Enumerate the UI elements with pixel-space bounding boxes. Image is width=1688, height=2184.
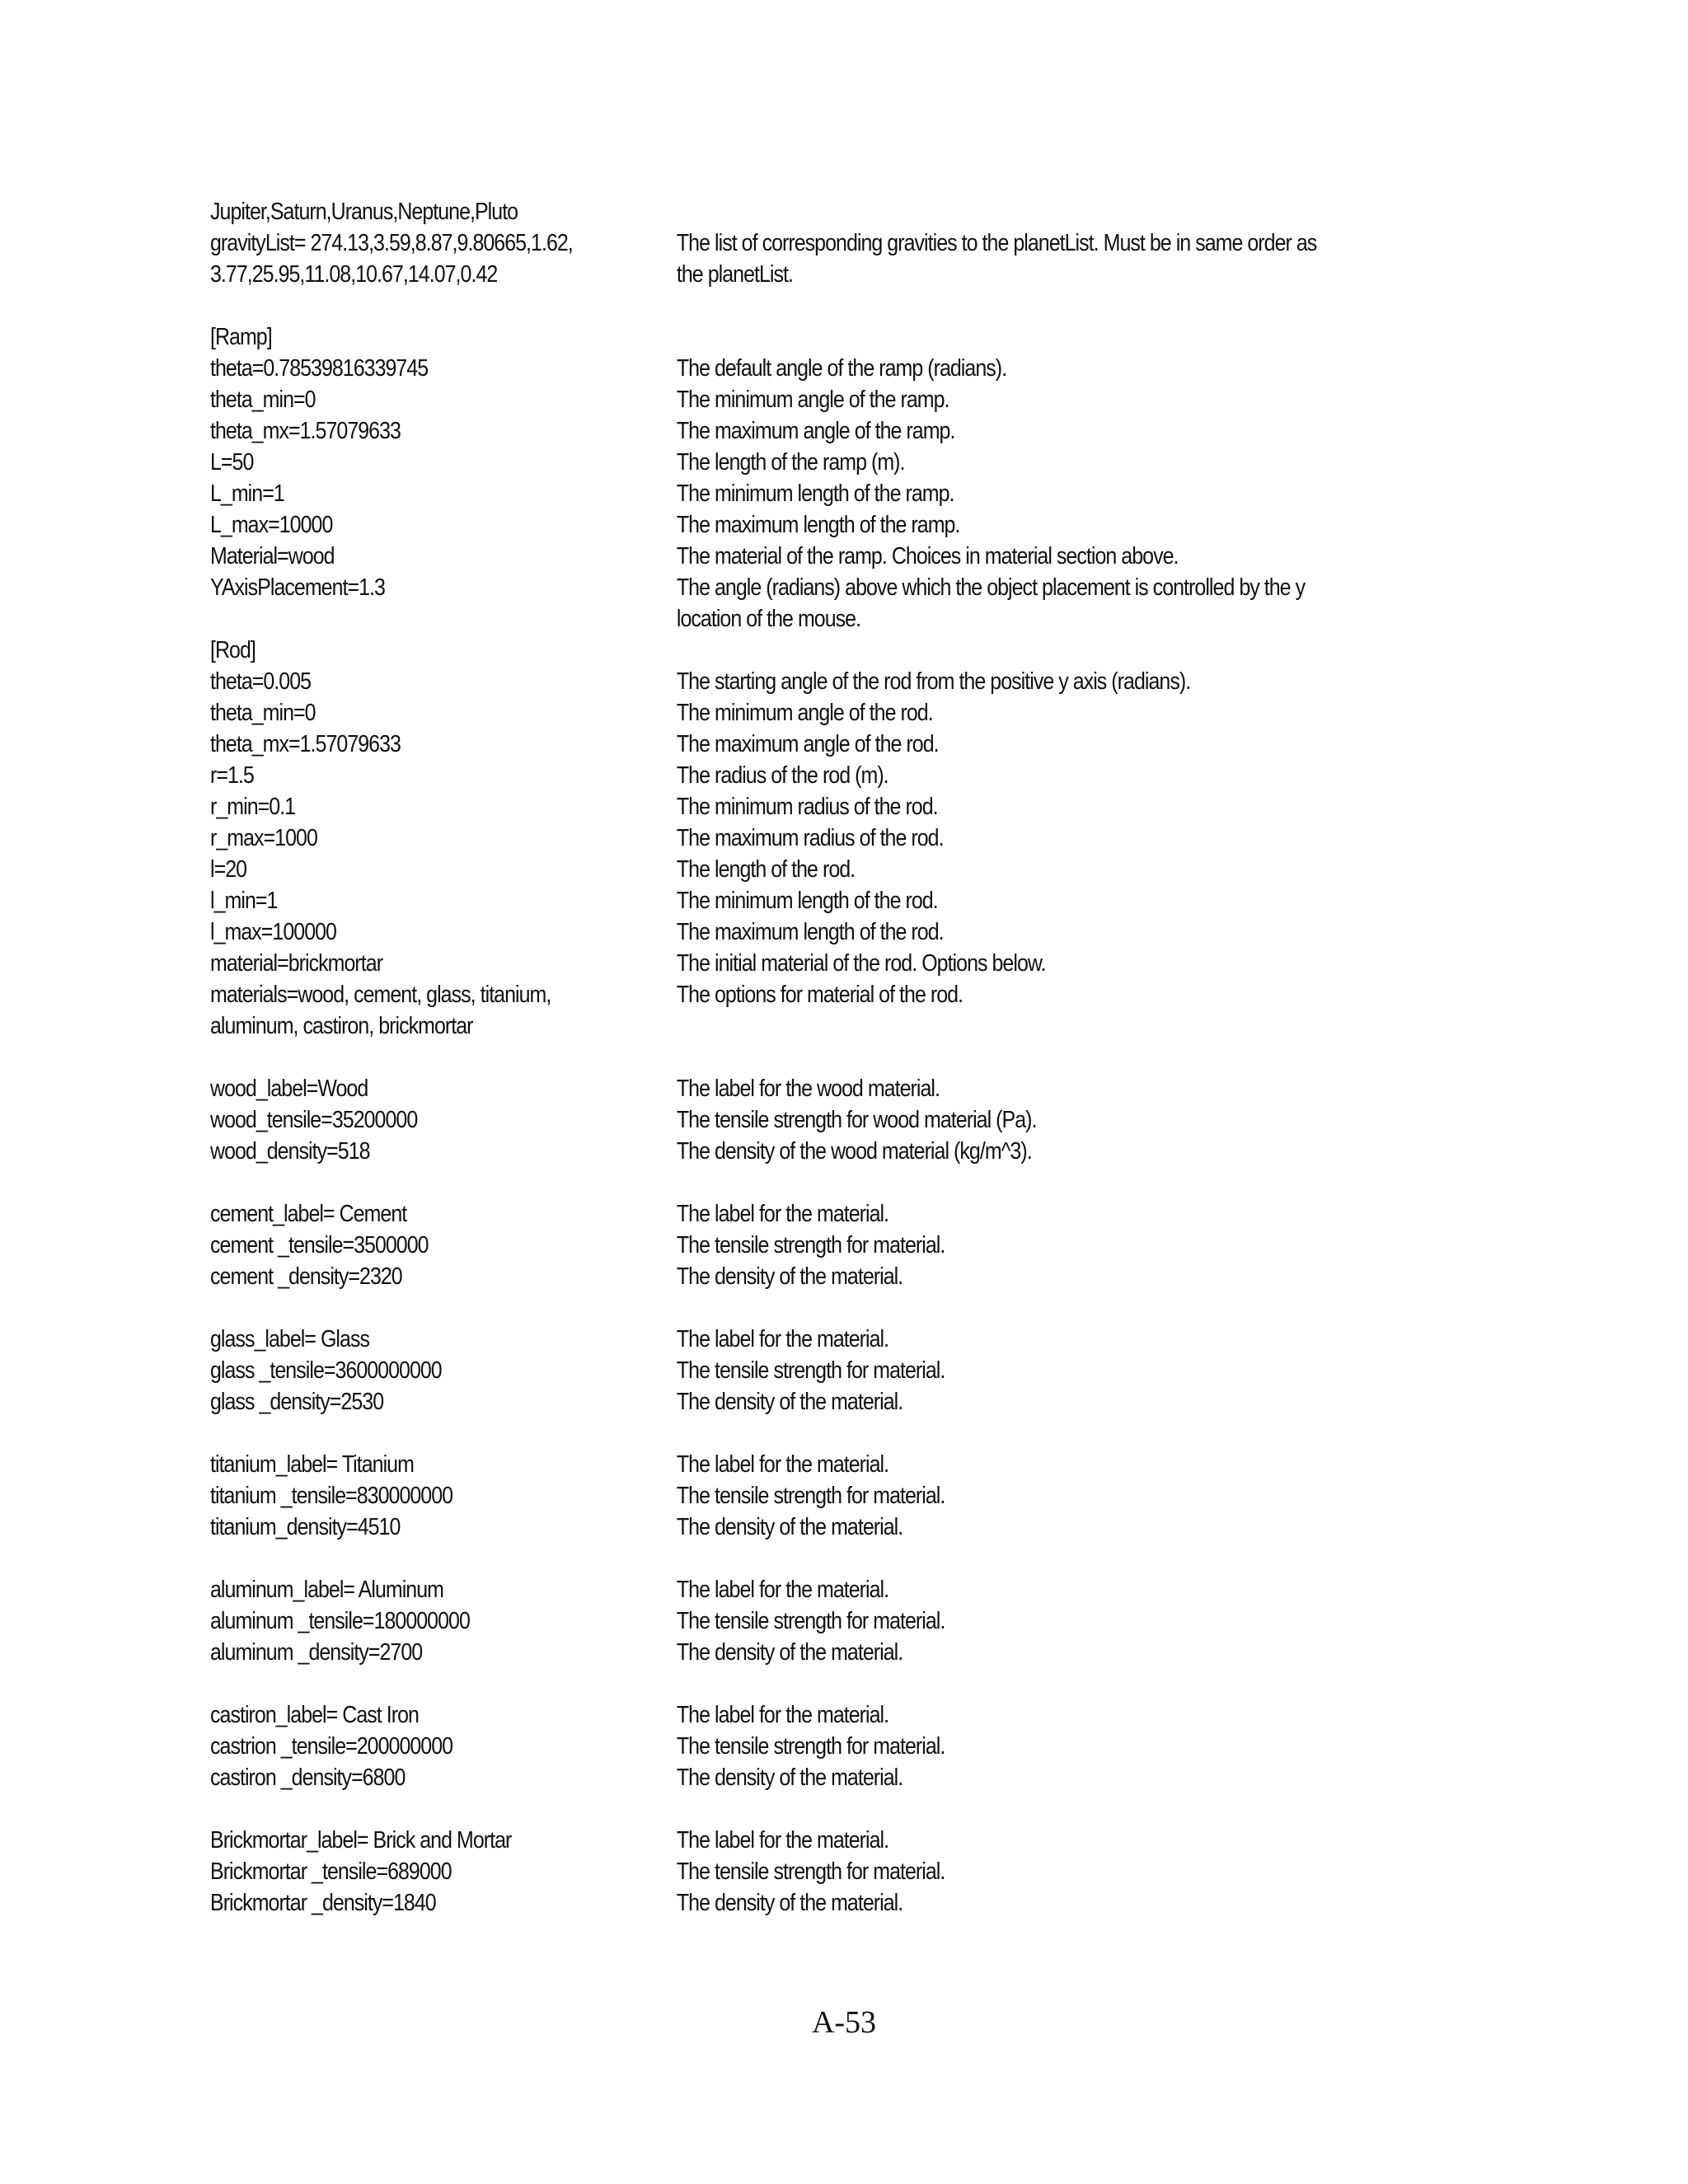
config-row: [210, 916, 1316, 948]
config-description: The maximum angle of the ramp.: [676, 418, 955, 444]
config-description: The label for the material.: [676, 1577, 889, 1603]
config-entry: wood_density=518: [210, 1138, 370, 1165]
config-entry: 3.77,25.95,11.08,10.67,14.07,0.42: [210, 261, 498, 288]
config-row: [210, 1198, 1316, 1230]
config-entry: [Ramp]: [210, 324, 272, 350]
config-entry: titanium_label= Titanium: [210, 1451, 414, 1478]
config-entry: titanium _tensile=830000000: [210, 1483, 453, 1509]
config-description: The tensile strength for material.: [676, 1232, 945, 1258]
config-row: [210, 979, 1316, 1010]
config-row: [210, 1104, 1316, 1136]
config-entry: l_max=100000: [210, 919, 336, 945]
config-entry: castrion _tensile=200000000: [210, 1733, 453, 1760]
config-row: [210, 885, 1316, 916]
config-row: [210, 384, 1316, 415]
config-entry: titanium_density=4510: [210, 1514, 401, 1540]
config-row: [210, 1386, 1316, 1418]
config-row: [210, 1480, 1316, 1511]
config-row: [210, 948, 1316, 979]
config-entry: materials=wood, cement, glass, titanium,: [210, 982, 551, 1008]
config-row: [210, 697, 1316, 729]
config-row: [210, 290, 1316, 321]
config-description: The angle (radians) above which the object placement is controlled by the y: [676, 574, 1306, 601]
config-row: [210, 227, 1316, 259]
config-entry: L=50: [210, 449, 254, 476]
config-entry: cement _density=2320: [210, 1263, 402, 1290]
config-entry: Brickmortar _tensile=689000: [210, 1858, 452, 1885]
config-row: [210, 1010, 1316, 1042]
config-entry: [Rod]: [210, 637, 256, 663]
config-description: the planetList.: [676, 261, 793, 288]
config-row: [210, 1261, 1316, 1292]
config-description: The maximum radius of the rod.: [676, 825, 944, 851]
config-description: The minimum angle of the ramp.: [676, 387, 950, 413]
config-row: [210, 1731, 1316, 1762]
config-row: [210, 1699, 1316, 1731]
config-row: [210, 1793, 1316, 1825]
config-entry: aluminum _tensile=180000000: [210, 1608, 470, 1634]
config-row: [210, 509, 1316, 541]
config-description: The tensile strength for material.: [676, 1733, 945, 1760]
config-row: [210, 760, 1316, 791]
config-description: The density of the material.: [676, 1389, 903, 1415]
config-row: [210, 1856, 1316, 1887]
config-description: The density of the material.: [676, 1514, 903, 1540]
config-entry: r_max=1000: [210, 825, 317, 851]
config-entry: wood_tensile=35200000: [210, 1107, 418, 1133]
config-description: The minimum angle of the rod.: [676, 700, 933, 726]
config-entry: l=20: [210, 856, 247, 883]
config-row: [210, 635, 1316, 666]
config-row: [210, 603, 1316, 635]
config-entry: r_min=0.1: [210, 794, 296, 820]
config-description: The maximum length of the ramp.: [676, 512, 960, 538]
config-description: The initial material of the rod. Options below.: [676, 950, 1046, 977]
config-description: The density of the material.: [676, 1765, 903, 1791]
config-row: [210, 1762, 1316, 1793]
config-entry: theta=0.78539816339745: [210, 355, 429, 382]
config-row: [210, 729, 1316, 760]
config-entry: theta=0.005: [210, 668, 312, 695]
config-row: [210, 1574, 1316, 1605]
config-entry: cement _tensile=3500000: [210, 1232, 429, 1258]
config-entry: glass _tensile=3600000000: [210, 1357, 442, 1384]
config-row: [210, 1605, 1316, 1637]
config-entry: L_min=1: [210, 480, 284, 507]
config-row: [210, 1887, 1316, 1919]
config-entry: glass _density=2530: [210, 1389, 384, 1415]
config-description: The density of the material.: [676, 1263, 903, 1290]
config-description: The minimum length of the ramp.: [676, 480, 954, 507]
config-description: The density of the material.: [676, 1639, 903, 1666]
config-row: [210, 1324, 1316, 1355]
config-description: The list of corresponding gravities to the planetList. Must be in same order as: [676, 230, 1317, 256]
config-row: [210, 1073, 1316, 1104]
config-description: The minimum length of the rod.: [676, 888, 938, 914]
config-row: [210, 1230, 1316, 1261]
config-row: [210, 1511, 1316, 1543]
config-entry: theta_mx=1.57079633: [210, 731, 401, 757]
config-description: The tensile strength for wood material (Pa).: [676, 1107, 1037, 1133]
config-entry: theta_min=0: [210, 387, 316, 413]
config-row: [210, 1637, 1316, 1668]
config-description: The radius of the rod (m).: [676, 762, 889, 789]
config-entry: r=1.5: [210, 762, 254, 789]
config-entry: theta_mx=1.57079633: [210, 418, 401, 444]
config-description: The tensile strength for material.: [676, 1858, 945, 1885]
config-description: The material of the ramp. Choices in material section above.: [676, 543, 1179, 569]
config-description: location of the mouse.: [676, 606, 861, 632]
config-description: The length of the rod.: [676, 856, 856, 883]
config-entry: material=brickmortar: [210, 950, 383, 977]
config-description: The label for the material.: [676, 1201, 889, 1227]
config-description: The options for material of the rod.: [676, 982, 964, 1008]
page-number: A-53: [811, 2005, 877, 2040]
config-description: The default angle of the ramp (radians).: [676, 355, 1007, 382]
config-description: The label for the material.: [676, 1451, 889, 1478]
config-entry: Brickmortar_label= Brick and Mortar: [210, 1827, 512, 1854]
config-entry: L_max=10000: [210, 512, 333, 538]
config-row: [210, 259, 1316, 290]
config-entry: theta_min=0: [210, 700, 316, 726]
config-description: The tensile strength for material.: [676, 1357, 945, 1384]
config-description: The label for the wood material.: [676, 1076, 940, 1102]
config-row: [210, 854, 1316, 885]
config-entry: gravityList= 274.13,3.59,8.87,9.80665,1.62,: [210, 230, 573, 256]
config-entry: cement_label= Cement: [210, 1201, 407, 1227]
config-description: The tensile strength for material.: [676, 1608, 945, 1634]
config-entry: castiron_label= Cast Iron: [210, 1702, 419, 1728]
config-row: [210, 572, 1316, 603]
config-entry: Brickmortar _density=1840: [210, 1890, 436, 1916]
config-row: [210, 1418, 1316, 1449]
config-row: [210, 415, 1316, 447]
config-row: [210, 1449, 1316, 1480]
config-row: [210, 1167, 1316, 1198]
config-row: [210, 666, 1316, 697]
config-description: The label for the material.: [676, 1827, 889, 1854]
config-entry: aluminum_label= Aluminum: [210, 1577, 443, 1603]
config-entry: aluminum, castiron, brickmortar: [210, 1013, 473, 1039]
config-entry: Jupiter,Saturn,Uranus,Neptune,Pluto: [210, 199, 518, 225]
config-entry: Material=wood: [210, 543, 335, 569]
config-description: The maximum angle of the rod.: [676, 731, 939, 757]
config-entry: castiron _density=6800: [210, 1765, 406, 1791]
config-entry: glass_label= Glass: [210, 1326, 370, 1352]
config-entry: aluminum _density=2700: [210, 1639, 423, 1666]
config-row: [210, 321, 1316, 353]
config-row: [210, 1668, 1316, 1699]
config-description: The maximum length of the rod.: [676, 919, 944, 945]
config-entry: YAxisPlacement=1.3: [210, 574, 385, 601]
config-description: The starting angle of the rod from the positive y axis (radians).: [676, 668, 1191, 695]
config-description: The length of the ramp (m).: [676, 449, 905, 476]
config-row: [210, 1042, 1316, 1073]
config-listing: [210, 196, 1496, 1919]
config-row: [210, 1292, 1316, 1324]
config-description: The minimum radius of the rod.: [676, 794, 938, 820]
config-row: [210, 1543, 1316, 1574]
config-description: The density of the wood material (kg/m^3).: [676, 1138, 1032, 1165]
config-row: [210, 196, 1316, 227]
config-description: The density of the material.: [676, 1890, 903, 1916]
config-entry: wood_label=Wood: [210, 1076, 368, 1102]
config-description: The tensile strength for material.: [676, 1483, 945, 1509]
config-row: [210, 1355, 1316, 1386]
config-row: [210, 791, 1316, 823]
config-row: [210, 1136, 1316, 1167]
config-entry: l_min=1: [210, 888, 278, 914]
config-row: [210, 478, 1316, 509]
config-description: The label for the material.: [676, 1326, 889, 1352]
config-row: [210, 447, 1316, 478]
config-row: [210, 541, 1316, 572]
config-row: [210, 1825, 1316, 1856]
config-row: [210, 823, 1316, 854]
config-description: The label for the material.: [676, 1702, 889, 1728]
config-row: [210, 353, 1316, 384]
